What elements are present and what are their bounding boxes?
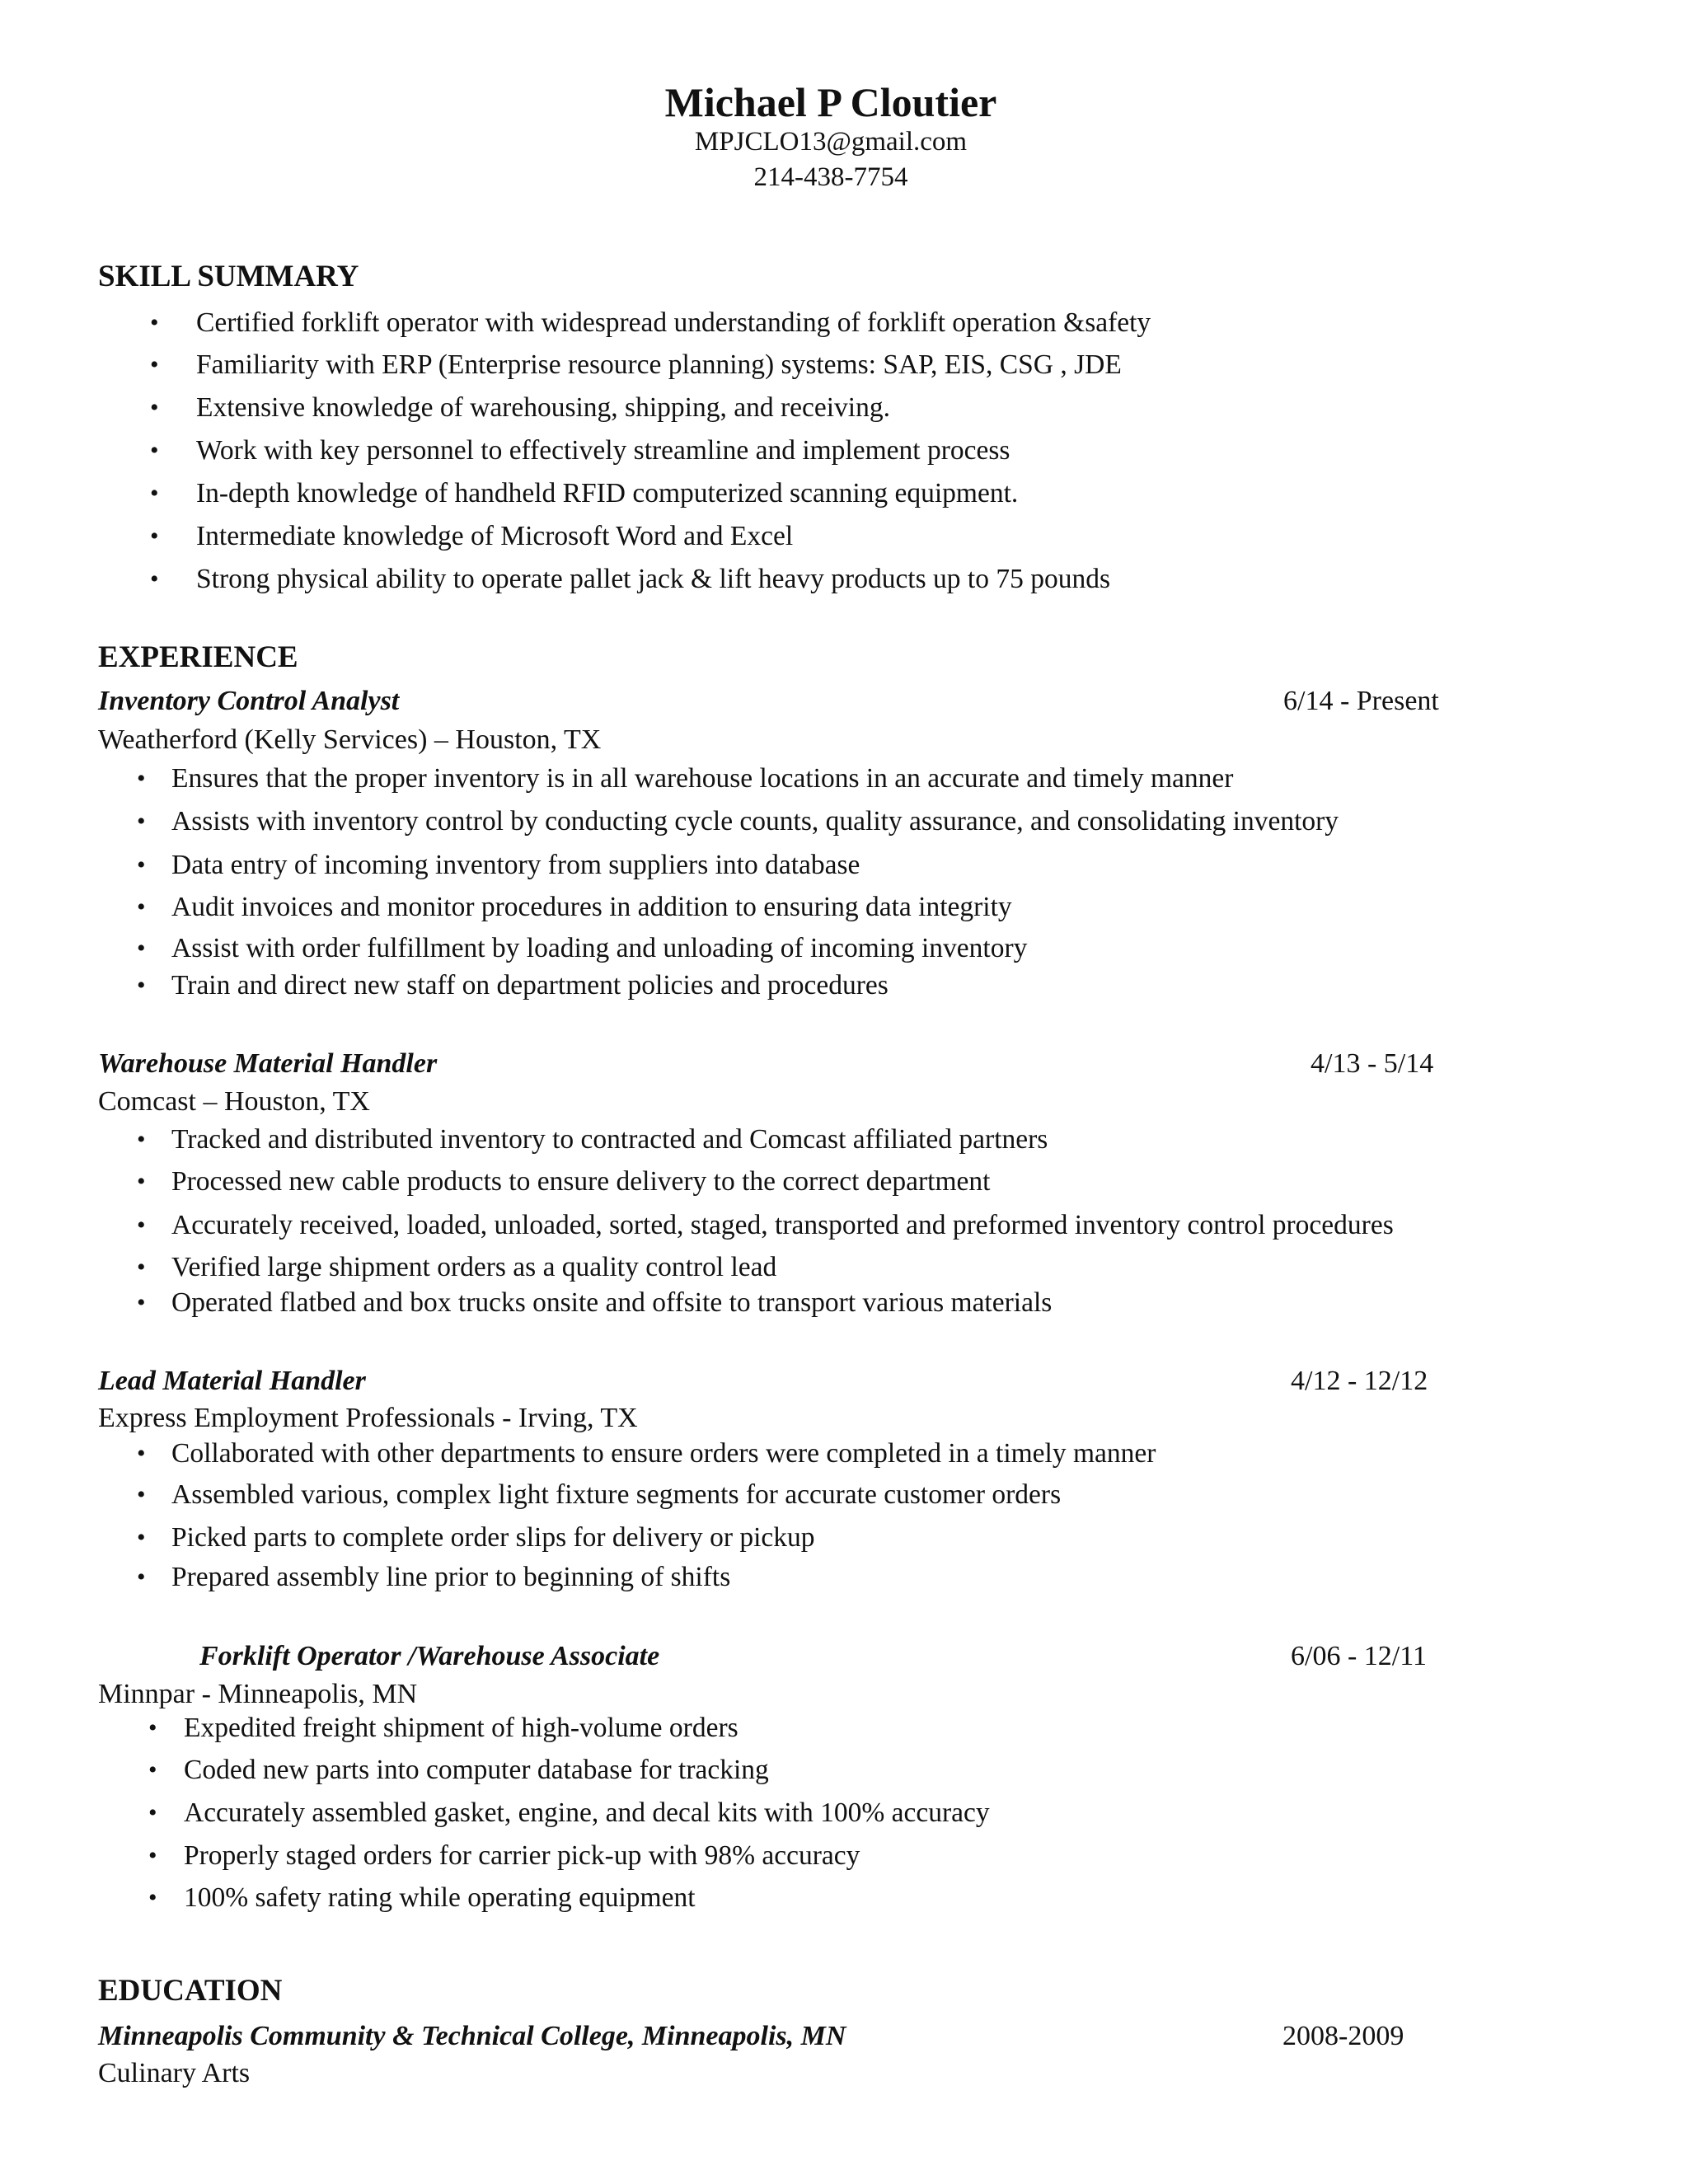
bullet-icon: • <box>148 1842 157 1869</box>
list-item-text: Operated flatbed and box trucks onsite and offsite to transport various materials <box>171 1287 1053 1318</box>
list-item-text: Intermediate knowledge of Microsoft Word and Excel <box>196 521 794 551</box>
list-item-text: Work with key personnel to effectively streamline and implement process <box>196 435 1010 466</box>
list-item-text: Tracked and distributed inventory to contracted and Comcast affiliated partners <box>171 1124 1048 1155</box>
bullet-icon: • <box>150 565 159 593</box>
education-school: Minneapolis Community & Technical College, Minneapolis, MN <box>98 2021 846 2051</box>
bullet-icon: • <box>148 1714 157 1741</box>
bullet-icon: • <box>137 851 146 879</box>
bullet-icon: • <box>137 1524 146 1551</box>
bullet-icon: • <box>137 808 146 835</box>
contact-phone: 214-438-7754 <box>753 162 908 192</box>
list-item-text: Data entry of incoming inventory from suppliers into database <box>171 850 860 880</box>
bullet-icon: • <box>150 309 159 336</box>
bullet-icon: • <box>137 1126 146 1153</box>
list-item-text: Certified forklift operator with widespread understanding of forklift operation &safety <box>196 307 1151 338</box>
bullet-icon: • <box>137 1481 146 1508</box>
bullet-icon: • <box>137 765 146 792</box>
list-item-text: Accurately assembled gasket, engine, and decal kits with 100% accuracy <box>184 1797 990 1828</box>
bullet-icon: • <box>137 1440 146 1467</box>
list-item-text: Accurately received, loaded, unloaded, sorted, staged, transported and preformed inventory control procedures <box>171 1210 1394 1240</box>
list-item-text: Verified large shipment orders as a quality control lead <box>171 1252 777 1282</box>
bullet-icon: • <box>137 972 146 999</box>
education-program: Culinary Arts <box>98 2058 251 2088</box>
list-item-text: Extensive knowledge of warehousing, shipping, and receiving. <box>196 392 890 423</box>
list-item-text: Assembled various, complex light fixture segments for accurate customer orders <box>171 1479 1062 1510</box>
job-title: Lead Material Handler <box>98 1366 366 1396</box>
job-company: Minnpar - Minneapolis, MN <box>98 1679 418 1709</box>
skill-summary-heading: SKILL SUMMARY <box>98 260 359 293</box>
list-item-text: Ensures that the proper inventory is in all warehouse locations in an accurate and timely manner <box>171 763 1234 794</box>
bullet-icon: • <box>150 394 159 421</box>
bullet-icon: • <box>137 1168 146 1195</box>
resume-name: Michael P Cloutier <box>664 79 997 125</box>
list-item-text: In-depth knowledge of handheld RFID computerized scanning equipment. <box>196 478 1019 509</box>
bullet-icon: • <box>137 935 146 962</box>
job-company: Comcast – Houston, TX <box>98 1086 370 1117</box>
education-heading: EDUCATION <box>98 1974 283 2008</box>
list-item-text: Properly staged orders for carrier pick-up with 98% accuracy <box>184 1840 860 1871</box>
bullet-icon: • <box>150 480 159 507</box>
list-item-text: Audit invoices and monitor procedures in addition to ensuring data integrity <box>171 892 1012 922</box>
bullet-icon: • <box>137 1289 146 1316</box>
bullet-icon: • <box>148 1756 157 1783</box>
bullet-icon: • <box>137 893 146 921</box>
job-title: Forklift Operator /Warehouse Associate <box>199 1641 660 1671</box>
list-item-text: Prepared assembly line prior to beginning of shifts <box>171 1562 731 1592</box>
bullet-icon: • <box>150 437 159 464</box>
contact-email: MPJCLO13@gmail.com <box>694 127 968 157</box>
list-item-text: 100% safety rating while operating equipment <box>184 1882 696 1913</box>
list-item-text: Familiarity with ERP (Enterprise resource planning) systems: SAP, EIS, CSG , JDE <box>196 349 1122 380</box>
bullet-icon: • <box>137 1254 146 1281</box>
job-dates: 6/14 - Present <box>1283 686 1439 716</box>
job-dates: 4/13 - 5/14 <box>1311 1048 1434 1079</box>
list-item-text: Train and direct new staff on department policies and procedures <box>171 970 889 1001</box>
list-item-text: Picked parts to complete order slips for delivery or pickup <box>171 1522 815 1553</box>
bullet-icon: • <box>137 1212 146 1239</box>
bullet-icon: • <box>148 1799 157 1826</box>
list-item-text: Expedited freight shipment of high-volume orders <box>184 1713 738 1743</box>
job-dates: 6/06 - 12/11 <box>1291 1641 1427 1671</box>
list-item-text: Processed new cable products to ensure delivery to the correct department <box>171 1166 991 1197</box>
job-company: Weatherford (Kelly Services) – Houston, TX <box>98 724 602 755</box>
list-item-text: Assist with order fulfillment by loading and unloading of incoming inventory <box>171 933 1028 963</box>
list-item-text: Coded new parts into computer database for tracking <box>184 1755 769 1785</box>
job-title: Warehouse Material Handler <box>98 1048 438 1079</box>
job-company: Express Employment Professionals - Irving, TX <box>98 1403 638 1433</box>
list-item-text: Assists with inventory control by conducting cycle counts, quality assurance, and consolidating inventory <box>171 806 1339 837</box>
bullet-icon: • <box>150 523 159 550</box>
job-dates: 4/12 - 12/12 <box>1291 1366 1428 1396</box>
list-item-text: Strong physical ability to operate pallet jack & lift heavy products up to 75 pounds <box>196 564 1111 594</box>
list-item-text: Collaborated with other departments to ensure orders were completed in a timely manner <box>171 1438 1156 1469</box>
job-title: Inventory Control Analyst <box>98 686 400 716</box>
bullet-icon: • <box>148 1884 157 1911</box>
education-dates: 2008-2009 <box>1282 2021 1404 2051</box>
bullet-icon: • <box>150 351 159 378</box>
experience-heading: EXPERIENCE <box>98 640 298 674</box>
bullet-icon: • <box>137 1563 146 1591</box>
